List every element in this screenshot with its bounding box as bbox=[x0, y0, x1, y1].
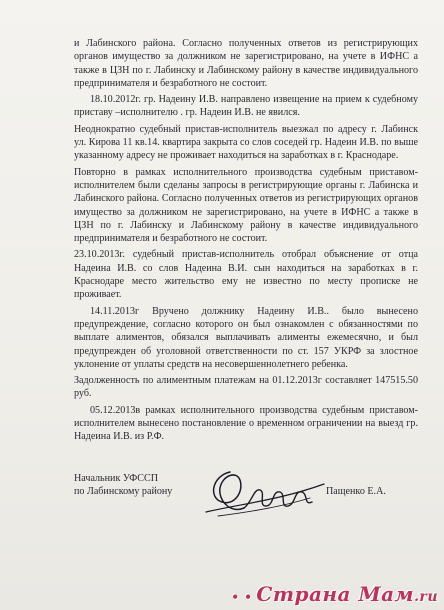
signatory-position-line1: Начальник УФССП bbox=[74, 473, 159, 484]
handwritten-signature bbox=[200, 462, 330, 524]
signatory-name: Пащенко Е.А. bbox=[326, 486, 386, 497]
watermark bbox=[231, 582, 438, 606]
paragraph-4: Повторно в рамках исполнительного производства судебным приставом-исполнителем были сделаны запросы в регистрирующие органы г. Лабинска и Лабинского района. Согласно полученных ответов из регистрирующих органов имущество за должником не зарегистрировано, на учете в ИФНС а также в ЦЗН по г. Лабинску и Лабинскому району в качестве индивидуального предпринимателя и безработного не состоит. bbox=[74, 166, 418, 245]
document-body bbox=[74, 37, 418, 447]
watermark-tld: .ru bbox=[414, 589, 438, 605]
paragraph-5: 23.10.2013г. судебный пристав-исполнитель отобрал объяснение от отца Надеина И.В. со слов Надеина В.И. сын находиться на заработках в г. Краснодаре место жительство ему не известно по месту прописке не проживает. bbox=[74, 249, 418, 301]
paragraph-1: и Лабинского района. Согласно полученных ответов из регистрирующих органов имущество за должником не зарегистрировано, на учете в ИФНС а также в ЦЗН по г. Лабинску и Лабинскому району в качестве индивидуального предпринимателя и безработного не состоит. bbox=[74, 38, 418, 89]
watermark-dots-icon: • • bbox=[231, 590, 253, 604]
signatory-position-line2: по Лабинскому району bbox=[74, 486, 173, 498]
watermark-text: Страна Мам bbox=[256, 582, 415, 606]
paragraph-7: Задолженность по алиментным платежам на 01.12.2013г составляет 147515.50 руб. bbox=[74, 375, 418, 400]
paragraph-6: 14.11.2013г Вручено должнику Надеину И.В.. было вынесено предупреждение, согласно которого он был ознакомлен с обязанностями по выплате алиментов, обязался выплачивать алименты ежемесячно, и был предупрежден об уголовной ответственности по ст. 157 УКРФ за злостное уклонение от уплаты средств на несовершеннолетнего ребенка. bbox=[74, 305, 418, 370]
paragraph-3: Неоднократно судебный пристав-исполнитель выезжал по адресу г. Лабинск ул. Кирова 11 кв.14. квартира закрыта со слов соседей гр. Надеин И.В. по выше указанному адресу не проживает находиться на заработках в г. Краснодаре. bbox=[74, 123, 418, 162]
paragraph-8: 05.12.2013в рамках исполнительного производства судебным приставом-исполнителем вынесено постановление о временном ограничении на выезд гр. Надеина И.В. из Р.Ф. bbox=[74, 404, 418, 443]
paragraph-2: 18.10.2012г. гр. Надеину И.В. направлено извещение на прием к судебному приставу –исполнителю . гр. Надеин И.В. не явился. bbox=[74, 94, 418, 119]
signatory-position bbox=[74, 472, 172, 499]
